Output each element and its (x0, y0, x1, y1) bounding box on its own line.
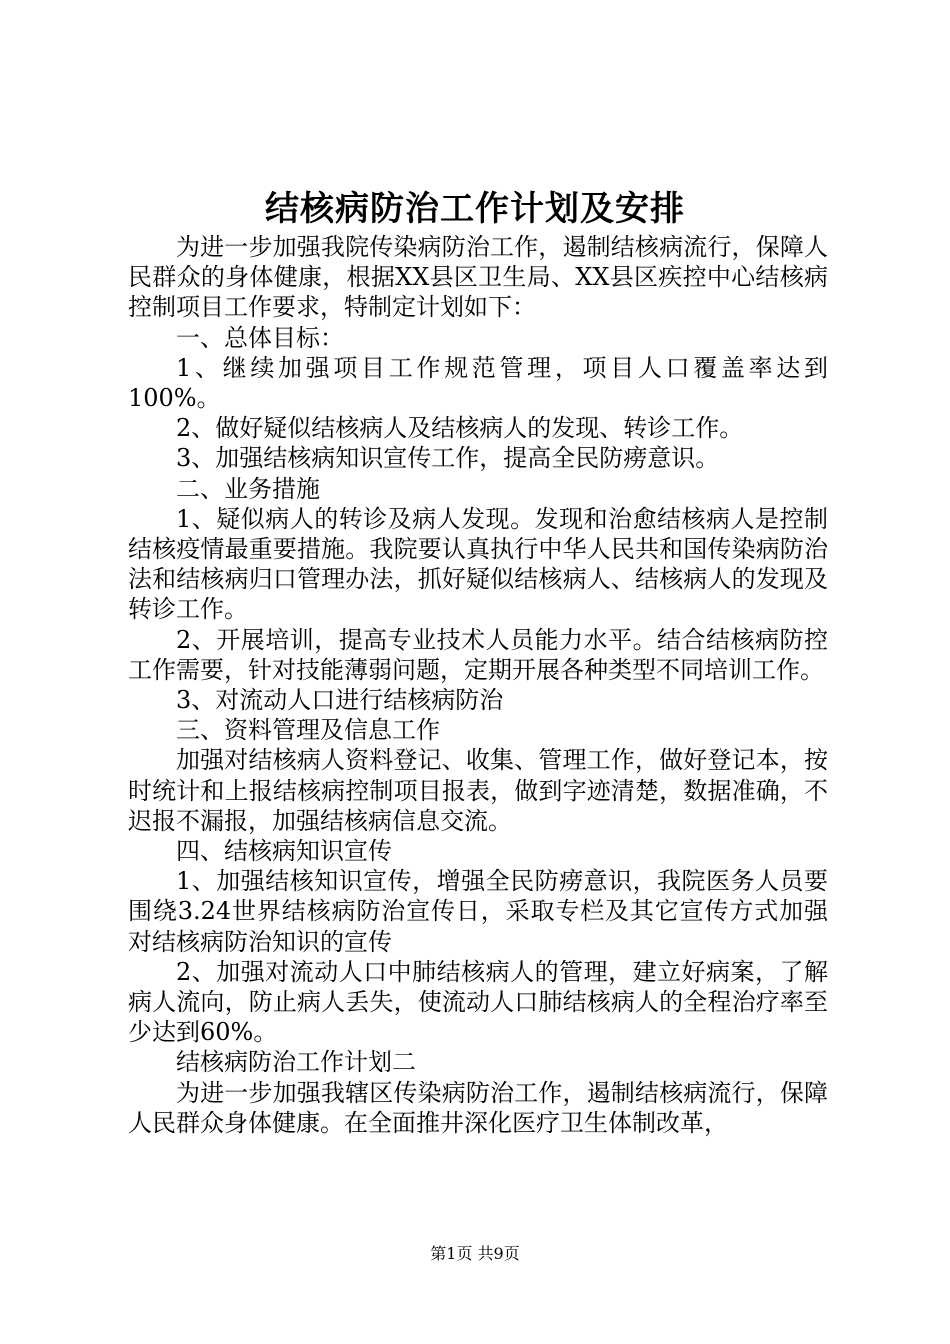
paragraph-goal-1: 1、继续加强项目工作规范管理，项目人口覆盖率达到100%。 (128, 353, 828, 413)
page-number: 第1页 共9页 (430, 1244, 520, 1263)
heading-knowledge-promotion: 四、结核病知识宣传 (176, 837, 392, 866)
paragraph-goal-3: 3、加强结核病知识宣传工作，提高全民防痨意识。 (176, 444, 720, 473)
paragraph-intro: 为进一步加强我院传染病防治工作，遏制结核病流行，保障人民群众的身体健康，根据XX县区卫生局、XX县区疾控中心结核病控制项目工作要求，特制定计划如下： (128, 233, 828, 322)
paragraph-data-management: 加强对结核病人资料登记、收集、管理工作，做好登记本，按时统计和上报结核病控制项目报表，做到字迹清楚，数据准确，不迟报不漏报，加强结核病信息交流。 (128, 746, 828, 835)
paragraph-promotion-2: 2、加强对流动人口中肺结核病人的管理，建立好病案，了解病人流向，防止病人丢失，使流动人口肺结核病人的全程治疗率至少达到60%。 (128, 957, 828, 1047)
document-body (128, 232, 828, 1138)
paragraph-plan-two-intro: 为进一步加强我辖区传染病防治工作，遏制结核病流行，保障人民群众身体健康。在全面推井深化医疗卫生体制改革， (128, 1078, 828, 1137)
heading-business-measures: 二、业务措施 (176, 474, 320, 503)
paragraph-measure-1: 1、疑似病人的转诊及病人发现。发现和治愈结核病人是控制结核疫情最重要措施。我院要认真执行中华人民共和国传染病防治法和结核病归口管理办法，抓好疑似结核病人、结核病人的发现及转诊工作。 (128, 504, 828, 624)
heading-overall-goal: 一、总体目标： (176, 323, 344, 352)
paragraph-measure-3: 3、对流动人口进行结核病防治 (176, 686, 504, 715)
heading-data-management: 三、资料管理及信息工作 (176, 716, 440, 745)
document-title: 结核病防治工作计划及安排 (265, 189, 685, 229)
heading-plan-two: 结核病防治工作计划二 (176, 1048, 416, 1077)
paragraph-measure-2: 2、开展培训，提高专业技术人员能力水平。结合结核病防控工作需要，针对技能薄弱问题，定期开展各种类型不同培训工作。 (128, 625, 828, 684)
paragraph-goal-2: 2、做好疑似结核病人及结核病人的发现、转诊工作。 (176, 414, 744, 443)
paragraph-promotion-1: 1、加强结核知识宣传，增强全民防痨意识，我院医务人员要围绕3.24世界结核病防治宣传日，采取专栏及其它宣传方式加强对结核病防治知识的宣传 (128, 867, 828, 956)
